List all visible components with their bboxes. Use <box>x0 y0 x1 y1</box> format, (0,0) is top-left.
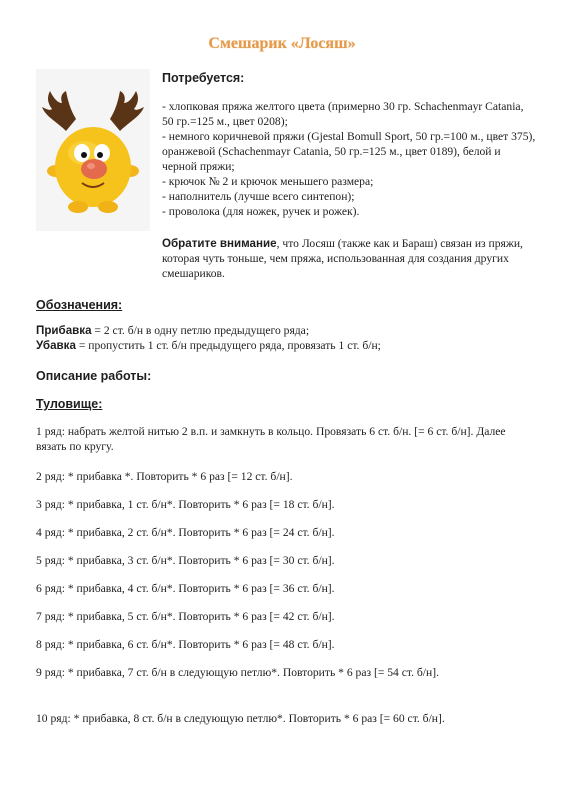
row-instruction: 6 ряд: * прибавка, 4 ст. б/н*. Повторить * 6 раз [= 36 ст. б/н]. <box>36 582 335 595</box>
note-text: , что Лосяш (также как и Бараш) связан из пряжи, которая чуть тоньше, чем пряжа, использованная для создания других смешариков. <box>162 237 523 280</box>
note-emphasis: Обратите внимание <box>162 237 277 250</box>
row-instruction: 4 ряд: * прибавка, 2 ст. б/н*. Повторить * 6 раз [= 24 ст. б/н]. <box>36 526 335 539</box>
decrease-definition: = пропустить 1 ст. б/н предыдущего ряда, провязать 1 ст. б/н; <box>75 339 381 352</box>
legend-decrease <box>36 338 536 353</box>
decrease-term: Убавка <box>36 339 76 352</box>
list-item: - крючок № 2 и крючок меньшего размера; <box>162 175 374 188</box>
body-heading: Туловище: <box>36 397 103 411</box>
list-item: - хлопковая пряжа желтого цвета (примерно 30 гр. Schachenmayr Catania, 50 гр.=125 м., цвет 0208); <box>162 100 524 128</box>
list-item: - проволока (для ножек, ручек и рожек). <box>162 205 360 218</box>
row-instruction: 9 ряд: * прибавка, 7 ст. б/н в следующую петлю*. Повторить * 6 раз [= 54 ст. б/н]. <box>36 666 439 679</box>
legend-increase <box>36 323 536 338</box>
row-instruction: 5 ряд: * прибавка, 3 ст. б/н*. Повторить * 6 раз [= 30 ст. б/н]. <box>36 554 335 567</box>
list-item: - наполнитель (лучше всего синтепон); <box>162 190 355 203</box>
increase-definition: = 2 ст. б/н в одну петлю предыдущего ряда; <box>91 324 310 337</box>
row-instruction: 8 ряд: * прибавка, 6 ст. б/н*. Повторить * 6 раз [= 48 ст. б/н]. <box>36 638 335 651</box>
moose-toy-image <box>36 69 150 231</box>
row-instruction: 10 ряд: * прибавка, 8 ст. б/н в следующую петлю*. Повторить * 6 раз [= 60 ст. б/н]. <box>36 712 445 725</box>
note-paragraph <box>36 236 536 281</box>
page-title: Смешарик «Лосяш» <box>208 35 356 52</box>
materials-list <box>162 99 537 219</box>
row-instruction: 2 ряд: * прибавка *. Повторить * 6 раз [= 12 ст. б/н]. <box>36 470 293 483</box>
work-heading: Описание работы: <box>36 369 152 383</box>
toy-photo <box>36 69 150 231</box>
row-instruction: 3 ряд: * прибавка, 1 ст. б/н*. Повторить * 6 раз [= 18 ст. б/н]. <box>36 498 335 511</box>
row-instruction: 1 ряд: набрать желтой нитью 2 в.п. и замкнуть в кольцо. Провязать 6 ст. б/н. [= 6 ст. б/н]. Далее вязать по кругу. <box>36 425 506 453</box>
legend-heading: Обозначения: <box>36 298 123 312</box>
needs-heading: Потребуется: <box>162 71 245 85</box>
list-item: - немного коричневой пряжи (Gjestal Bomull Sport, 50 гр.=100 м., цвет 375), оранжевой (Schachenmayr Catania, 50 гр.=125 м., цвет 0189), белой и черной пряжи; <box>162 130 536 173</box>
increase-term: Прибавка <box>36 324 92 337</box>
row-instruction: 7 ряд: * прибавка, 5 ст. б/н*. Повторить * 6 раз [= 42 ст. б/н]. <box>36 610 335 623</box>
